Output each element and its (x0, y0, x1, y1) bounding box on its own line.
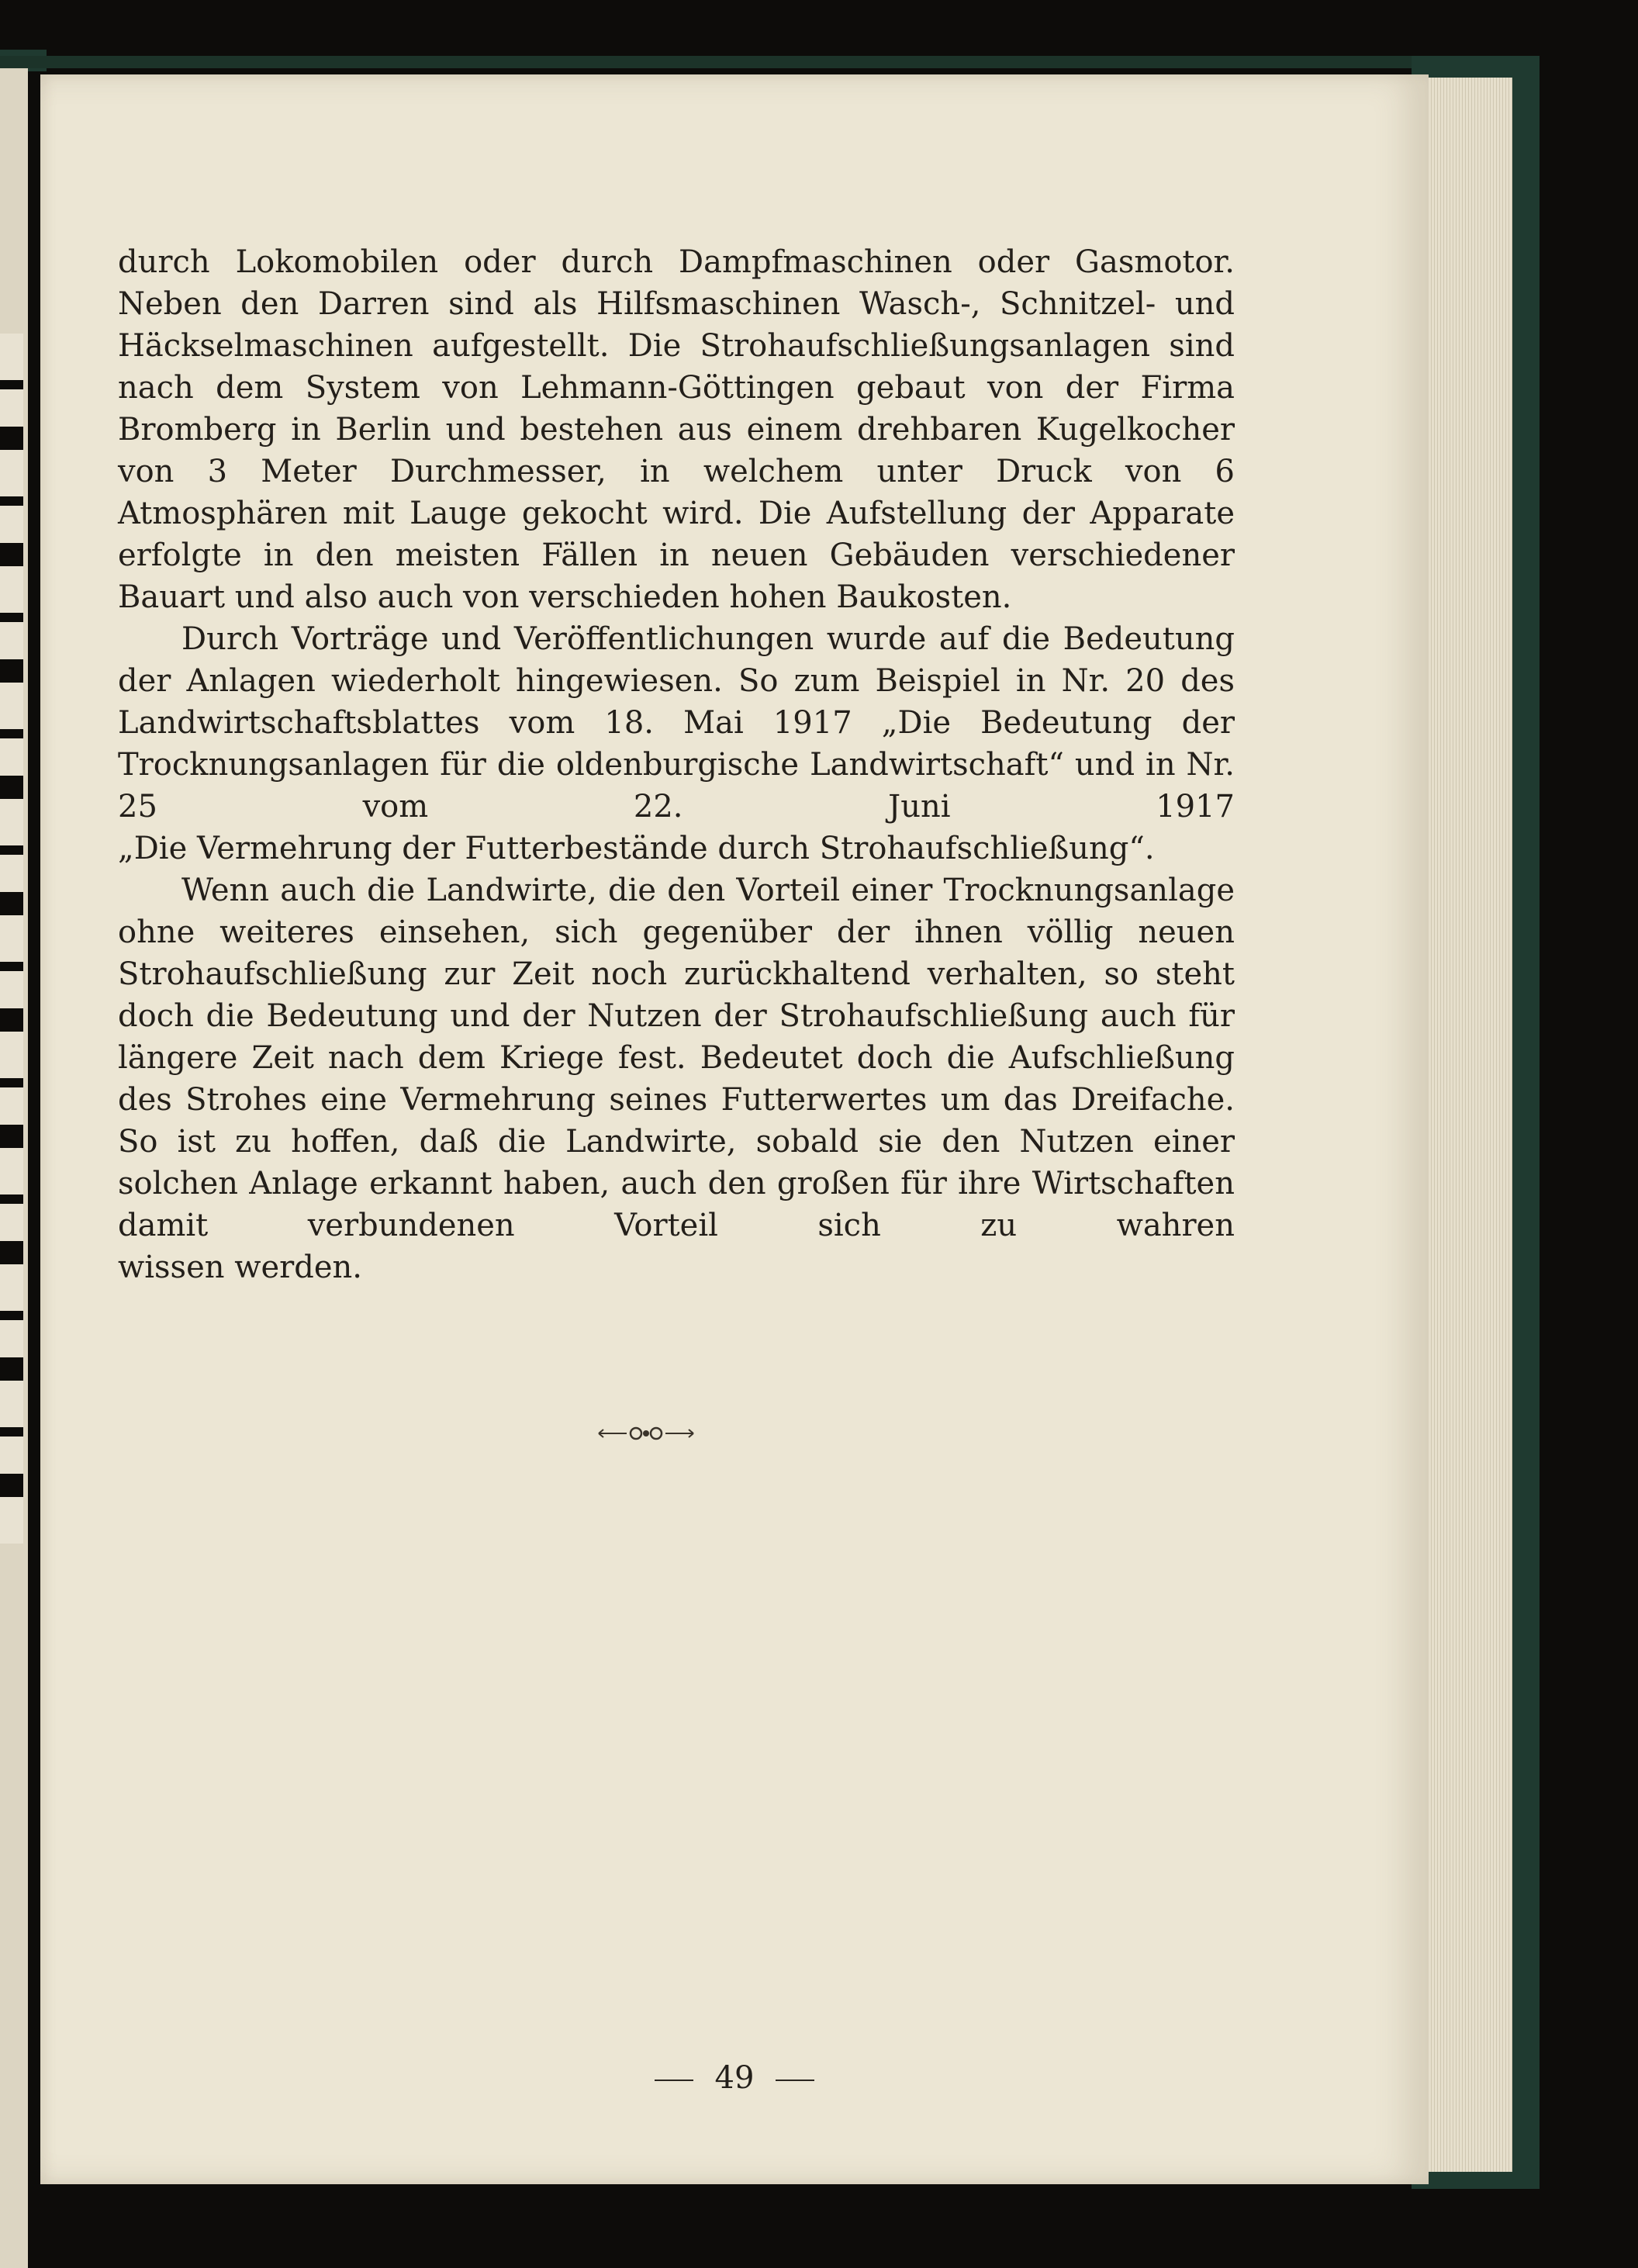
book-cover-top (0, 56, 1540, 68)
body-text (118, 241, 1235, 1288)
ornament-divider-icon (596, 1424, 696, 1443)
paragraph-3-end: wissen werden. (118, 1250, 363, 1285)
page-stack-edges (1419, 78, 1512, 2172)
binding-strip (0, 334, 23, 1544)
paragraph-1: durch Lokomobilen oder durch Dampfmaschinen oder Gasmotor. Neben den Darren sind als Hilfsmaschinen Wasch-, Schnitzel- und Häckselmaschinen aufgestellt. Die Strohaufschließungsanlagen sind nach dem System von Lehmann-Göttingen gebaut von der Firma Bromberg in Berlin und bestehen aus einem drehbaren Kugelkocher von 3 Meter Durchmesser, in welchem unter Druck von 6 Atmosphären mit Lauge gekocht wird. Die Aufstellung der Apparate erfolgte in den meisten Fällen in neuen Gebäuden verschiedener (118, 244, 1235, 573)
page-number-dash-right (776, 2080, 814, 2081)
paragraph-1-end: Bauart und also auch von verschieden hohen Baukosten. (118, 579, 1012, 615)
book-page (40, 74, 1429, 2184)
page-number-value: 49 (714, 2060, 755, 2096)
paragraph-3: Wenn auch die Landwirte, die den Vorteil einer Trocknungsanlage ohne weiteres einsehen, sich gegenüber der ihnen völlig neuen Strohaufschließung zur Zeit noch zurückhaltend verhalten, so steht doch die Bedeutung und der Nutzen der Strohaufschließung auch für längere Zeit nach dem Kriege fest. Bedeutet doch die Aufschließung des Strohes eine Vermehrung seines Futterwertes um das Dreifache. So ist zu hoffen, daß die Landwirte, sobald sie den Nutzen einer solchen Anlage erkannt haben, auch den großen für ihre Wirtschaften damit verbundenen Vorteil sich zu wahren (118, 873, 1235, 1243)
paragraph-2: Durch Vorträge und Veröffentlichungen wurde auf die Bedeutung der Anlagen wiederholt hingewiesen. So zum Beispiel in Nr. 20 des Landwirtschaftsblattes vom 18. Mai 1917 „Die Bedeutung der Trocknungsanlagen für die oldenburgische Landwirtschaft“ und in Nr. 25 vom 22. Juni 1917 (118, 621, 1235, 825)
page-number-dash-left (655, 2080, 693, 2081)
paragraph-2-end: „Die Vermehrung der Futterbestände durch Strohaufschließung“. (118, 831, 1155, 866)
page-number (40, 2060, 1429, 2096)
